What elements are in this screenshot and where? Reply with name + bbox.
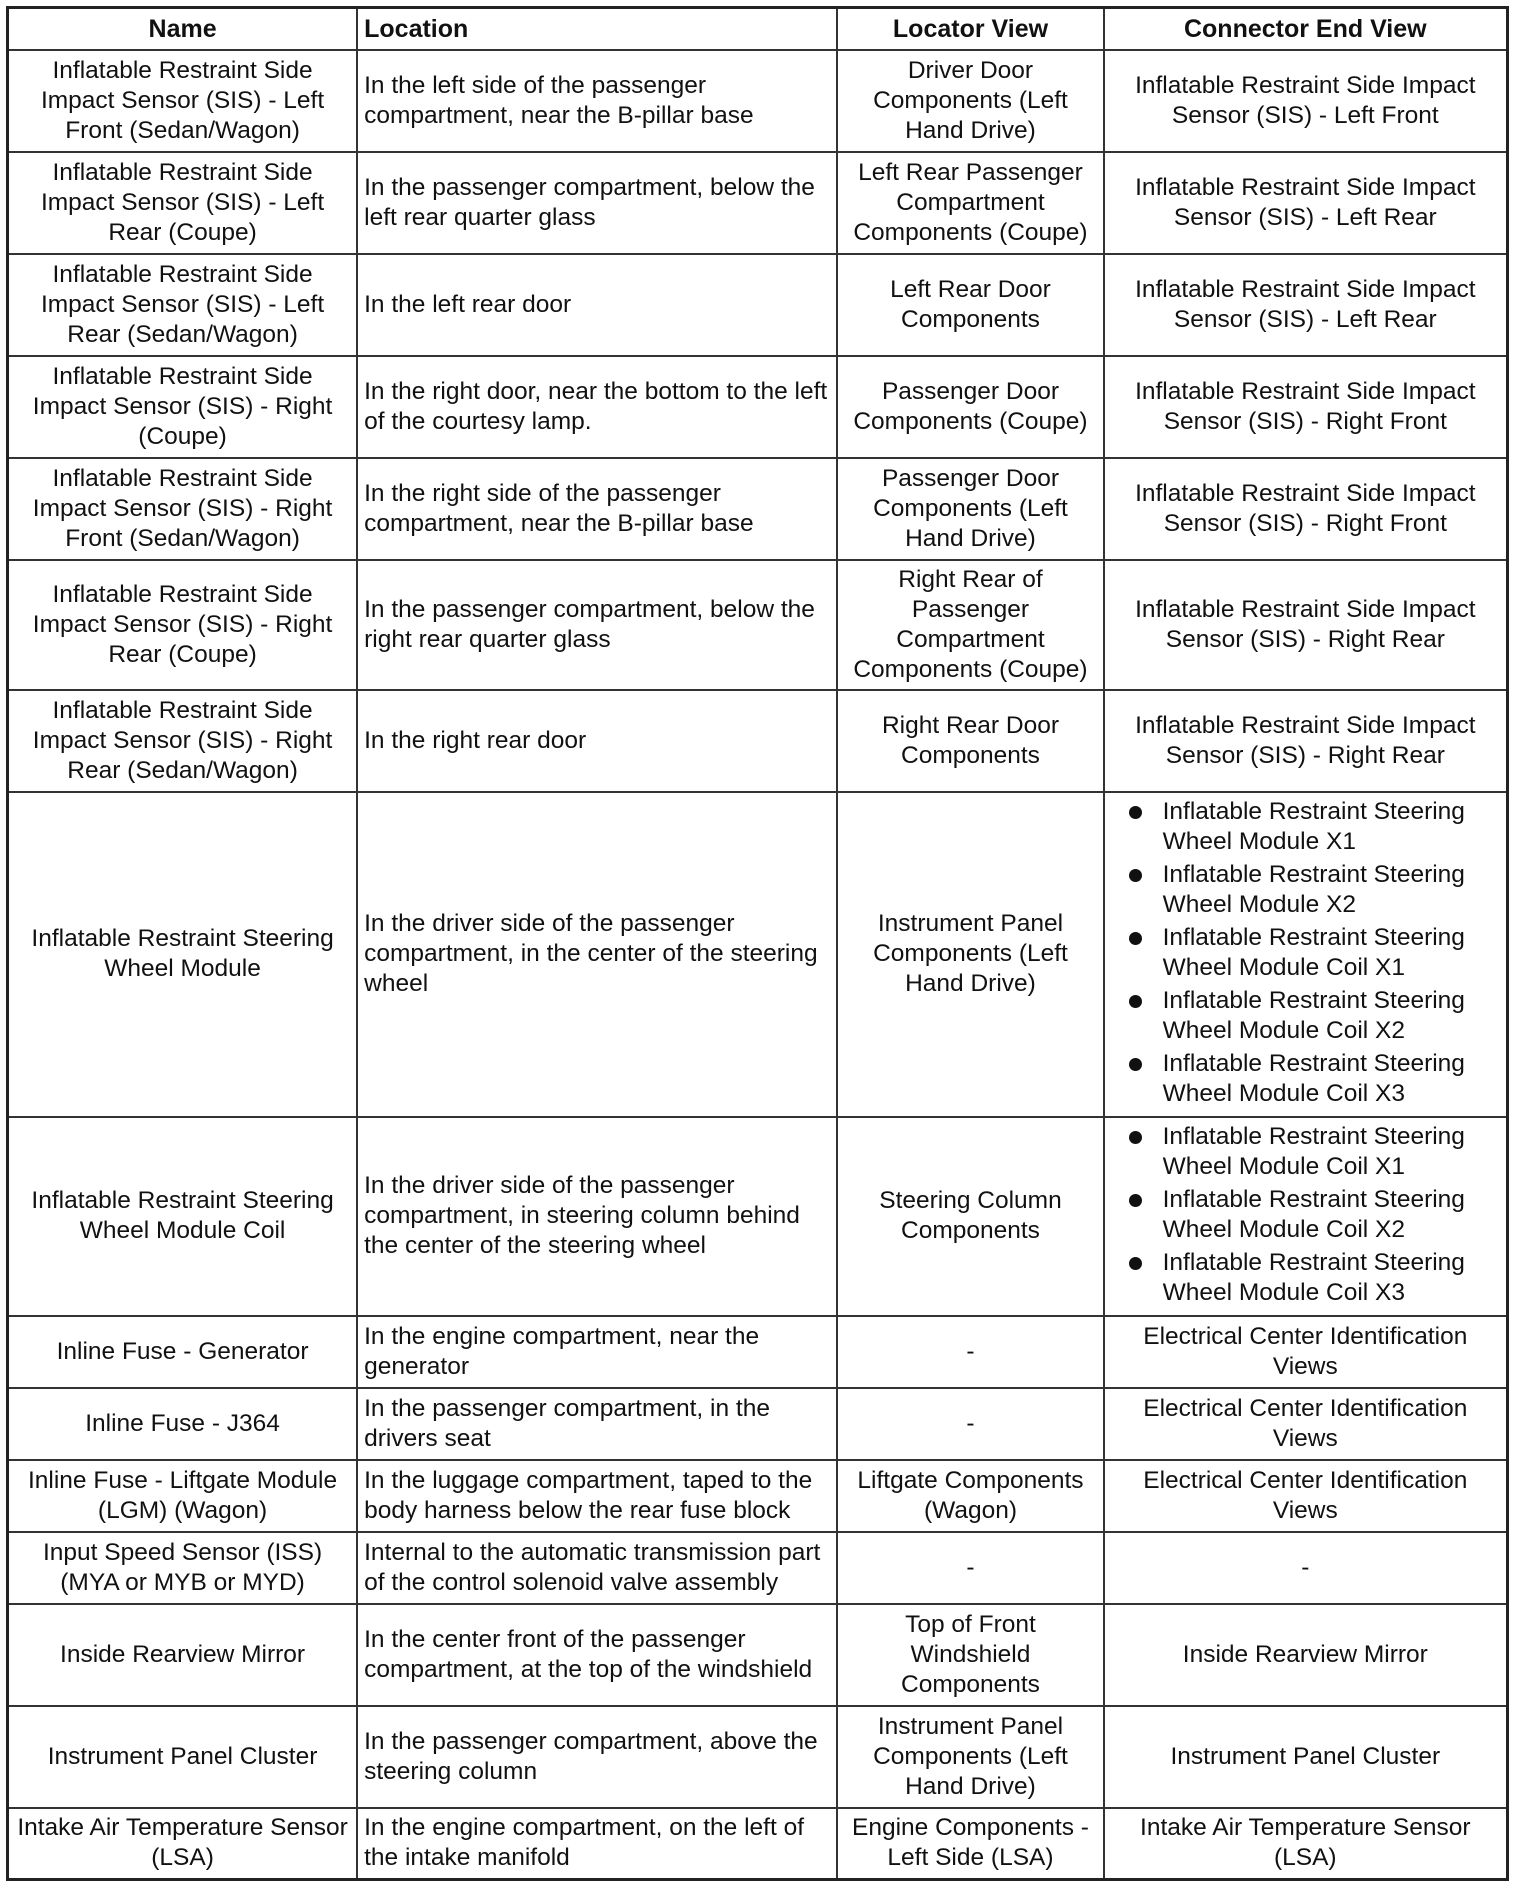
cell-location: In the passenger compartment, above the steering column xyxy=(357,1706,837,1808)
cell-name: Inflatable Restraint Side Impact Sensor (SIS) - Left Rear (Coupe) xyxy=(8,152,358,254)
bullet-icon xyxy=(1129,932,1142,945)
cell-locator-view: Right Rear of Passenger Compartment Components (Coupe) xyxy=(837,560,1103,690)
header-name: Name xyxy=(8,8,358,50)
table-row xyxy=(8,1706,1508,1808)
cell-location: In the driver side of the passenger compartment, in steering column behind the center of the steering wheel xyxy=(357,1117,837,1316)
cell-name: Instrument Panel Cluster xyxy=(8,1706,358,1808)
list-item-label: Inflatable Restraint Steering Wheel Module Coil X1 xyxy=(1162,923,1465,981)
table-row xyxy=(8,254,1508,356)
table-row xyxy=(8,690,1508,792)
cell-locator-view: Left Rear Passenger Compartment Components (Coupe) xyxy=(837,152,1103,254)
list-item xyxy=(1163,1122,1500,1182)
cell-connector-end-view: Inside Rearview Mirror xyxy=(1104,1604,1508,1706)
cell-location: In the passenger compartment, below the right rear quarter glass xyxy=(357,560,837,690)
table-row xyxy=(8,152,1508,254)
cell-location: In the driver side of the passenger compartment, in the center of the steering wheel xyxy=(357,792,837,1117)
connector-end-view-list xyxy=(1111,797,1500,1109)
cell-locator-view: Instrument Panel Components (Left Hand Drive) xyxy=(837,792,1103,1117)
header-location: Location xyxy=(357,8,837,50)
cell-locator-view: - xyxy=(837,1316,1103,1388)
cell-connector-end-view: Electrical Center Identification Views xyxy=(1104,1316,1508,1388)
cell-name: Inflatable Restraint Side Impact Sensor (SIS) - Left Rear (Sedan/Wagon) xyxy=(8,254,358,356)
cell-locator-view: Passenger Door Components (Left Hand Drive) xyxy=(837,458,1103,560)
bullet-icon xyxy=(1129,1058,1142,1071)
cell-name: Inline Fuse - Generator xyxy=(8,1316,358,1388)
cell-locator-view: Engine Components - Left Side (LSA) xyxy=(837,1808,1103,1880)
table-row xyxy=(8,1388,1508,1460)
bullet-icon xyxy=(1129,1131,1142,1144)
bullet-icon xyxy=(1129,869,1142,882)
table-row xyxy=(8,1532,1508,1604)
list-item-label: Inflatable Restraint Steering Wheel Module Coil X2 xyxy=(1162,986,1465,1044)
cell-connector-end-view: Inflatable Restraint Side Impact Sensor (SIS) - Right Front xyxy=(1104,458,1508,560)
cell-locator-view: Instrument Panel Components (Left Hand Drive) xyxy=(837,1706,1103,1808)
cell-locator-view: Driver Door Components (Left Hand Drive) xyxy=(837,50,1103,152)
list-item xyxy=(1163,860,1500,920)
cell-locator-view: Passenger Door Components (Coupe) xyxy=(837,356,1103,458)
cell-connector-end-view xyxy=(1104,792,1508,1117)
header-connector-end-view: Connector End View xyxy=(1104,8,1508,50)
list-item xyxy=(1163,1248,1500,1308)
cell-name: Inside Rearview Mirror xyxy=(8,1604,358,1706)
cell-name: Inline Fuse - J364 xyxy=(8,1388,358,1460)
table-row xyxy=(8,50,1508,152)
cell-location: In the left rear door xyxy=(357,254,837,356)
cell-locator-view: Steering Column Components xyxy=(837,1117,1103,1316)
cell-location: In the engine compartment, near the generator xyxy=(357,1316,837,1388)
list-item xyxy=(1163,797,1500,857)
table-row xyxy=(8,1460,1508,1532)
cell-name: Intake Air Temperature Sensor (LSA) xyxy=(8,1808,358,1880)
cell-name: Inflatable Restraint Side Impact Sensor (SIS) - Right Rear (Sedan/Wagon) xyxy=(8,690,358,792)
cell-locator-view: Liftgate Components (Wagon) xyxy=(837,1460,1103,1532)
cell-connector-end-view: - xyxy=(1104,1532,1508,1604)
cell-location: Internal to the automatic transmission part of the control solenoid valve assembly xyxy=(357,1532,837,1604)
cell-location: In the right door, near the bottom to the left of the courtesy lamp. xyxy=(357,356,837,458)
list-item-label: Inflatable Restraint Steering Wheel Module X1 xyxy=(1162,797,1465,855)
table-row xyxy=(8,792,1508,1117)
list-item xyxy=(1163,986,1500,1046)
list-item-label: Inflatable Restraint Steering Wheel Module X2 xyxy=(1162,860,1465,918)
cell-location: In the engine compartment, on the left of the intake manifold xyxy=(357,1808,837,1880)
bullet-icon xyxy=(1129,1257,1142,1270)
table-row xyxy=(8,1117,1508,1316)
cell-name: Inline Fuse - Liftgate Module (LGM) (Wagon) xyxy=(8,1460,358,1532)
cell-connector-end-view: Intake Air Temperature Sensor (LSA) xyxy=(1104,1808,1508,1880)
table-row xyxy=(8,1316,1508,1388)
cell-location: In the passenger compartment, in the drivers seat xyxy=(357,1388,837,1460)
cell-connector-end-view: Inflatable Restraint Side Impact Sensor (SIS) - Left Front xyxy=(1104,50,1508,152)
cell-location: In the luggage compartment, taped to the body harness below the rear fuse block xyxy=(357,1460,837,1532)
cell-connector-end-view: Inflatable Restraint Side Impact Sensor (SIS) - Right Rear xyxy=(1104,560,1508,690)
list-item xyxy=(1163,923,1500,983)
cell-locator-view: Top of Front Windshield Components xyxy=(837,1604,1103,1706)
cell-locator-view: - xyxy=(837,1388,1103,1460)
cell-name: Inflatable Restraint Side Impact Sensor (SIS) - Right Rear (Coupe) xyxy=(8,560,358,690)
header-locator-view: Locator View xyxy=(837,8,1103,50)
cell-connector-end-view xyxy=(1104,1117,1508,1316)
cell-locator-view: Right Rear Door Components xyxy=(837,690,1103,792)
bullet-icon xyxy=(1129,806,1142,819)
bullet-icon xyxy=(1129,1194,1142,1207)
cell-name: Inflatable Restraint Side Impact Sensor (SIS) - Right (Coupe) xyxy=(8,356,358,458)
list-item-label: Inflatable Restraint Steering Wheel Module Coil X3 xyxy=(1162,1049,1465,1107)
cell-location: In the left side of the passenger compartment, near the B-pillar base xyxy=(357,50,837,152)
cell-connector-end-view: Electrical Center Identification Views xyxy=(1104,1460,1508,1532)
cell-name: Inflatable Restraint Side Impact Sensor (SIS) - Left Front (Sedan/Wagon) xyxy=(8,50,358,152)
bullet-icon xyxy=(1129,995,1142,1008)
list-item-label: Inflatable Restraint Steering Wheel Module Coil X1 xyxy=(1162,1122,1465,1180)
table-row xyxy=(8,1808,1508,1880)
table-row xyxy=(8,356,1508,458)
list-item-label: Inflatable Restraint Steering Wheel Module Coil X2 xyxy=(1162,1185,1465,1243)
list-item xyxy=(1163,1185,1500,1245)
cell-location: In the center front of the passenger compartment, at the top of the windshield xyxy=(357,1604,837,1706)
cell-connector-end-view: Instrument Panel Cluster xyxy=(1104,1706,1508,1808)
cell-location: In the right rear door xyxy=(357,690,837,792)
cell-locator-view: - xyxy=(837,1532,1103,1604)
list-item xyxy=(1163,1049,1500,1109)
cell-name: Input Speed Sensor (ISS) (MYA or MYB or MYD) xyxy=(8,1532,358,1604)
cell-connector-end-view: Inflatable Restraint Side Impact Sensor (SIS) - Right Rear xyxy=(1104,690,1508,792)
cell-connector-end-view: Inflatable Restraint Side Impact Sensor (SIS) - Left Rear xyxy=(1104,254,1508,356)
table-row xyxy=(8,560,1508,690)
table-row xyxy=(8,458,1508,560)
cell-location: In the right side of the passenger compartment, near the B-pillar base xyxy=(357,458,837,560)
cell-name: Inflatable Restraint Steering Wheel Module xyxy=(8,792,358,1117)
cell-name: Inflatable Restraint Side Impact Sensor (SIS) - Right Front (Sedan/Wagon) xyxy=(8,458,358,560)
cell-name: Inflatable Restraint Steering Wheel Module Coil xyxy=(8,1117,358,1316)
cell-connector-end-view: Electrical Center Identification Views xyxy=(1104,1388,1508,1460)
cell-locator-view: Left Rear Door Components xyxy=(837,254,1103,356)
cell-connector-end-view: Inflatable Restraint Side Impact Sensor (SIS) - Left Rear xyxy=(1104,152,1508,254)
cell-location: In the passenger compartment, below the left rear quarter glass xyxy=(357,152,837,254)
connector-end-view-list xyxy=(1111,1122,1500,1308)
table-row xyxy=(8,1604,1508,1706)
component-locator-table xyxy=(6,6,1509,1881)
list-item-label: Inflatable Restraint Steering Wheel Module Coil X3 xyxy=(1162,1248,1465,1306)
table-header-row xyxy=(8,8,1508,50)
cell-connector-end-view: Inflatable Restraint Side Impact Sensor (SIS) - Right Front xyxy=(1104,356,1508,458)
